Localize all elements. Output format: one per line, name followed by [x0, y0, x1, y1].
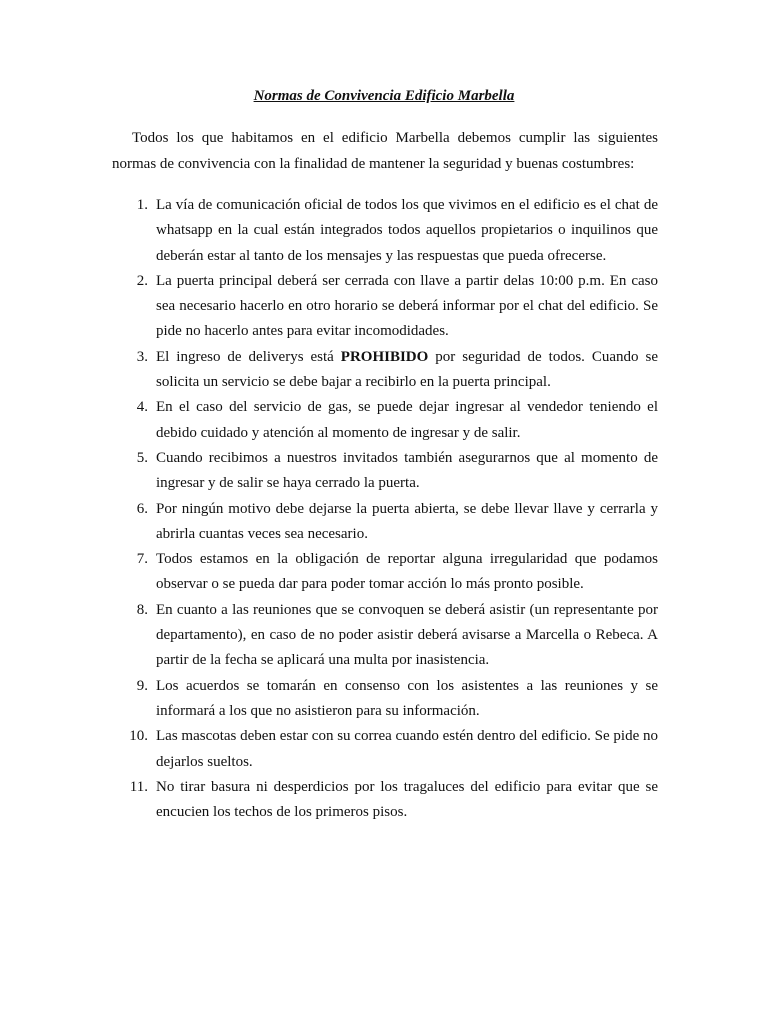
rule-text: Los acuerdos se tomarán en consenso con los asistentes a las reuniones y se informará a los que no asistieron para su información. [156, 677, 658, 719]
rule-text: En cuanto a las reuniones que se convoquen se deberá asistir (un representante por departamento), en caso de no poder asistir deberá avisarse a Marcella o Rebeca. A partir de la fecha se aplicará una multa por inasistencia. [156, 601, 658, 669]
rule-text-before: El ingreso de deliverys está [156, 348, 341, 365]
rule-text [156, 345, 658, 396]
rule-number: 2. [136, 272, 148, 289]
rule-number: 9. [136, 677, 148, 694]
rule-number: 7. [136, 551, 148, 568]
document-title: Normas de Convivencia Edificio Marbella [253, 88, 515, 104]
rule-text: La puerta principal deberá ser cerrada con llave a partir delas 10:00 p.m. En caso sea necesario hacerlo en otro horario se deberá informar por el chat del edificio. Se pide no hacerlo antes para evitar incomodidades. [156, 272, 658, 340]
rule-number: 11. [129, 778, 148, 795]
rule-number: 10. [129, 728, 148, 745]
intro-paragraph: Todos los que habitamos en el edificio Marbella debemos cumplir las siguientes normas de convivencia con la finalidad de mantener la seguridad y buenas costumbres: [112, 130, 658, 172]
rule-item [112, 775, 658, 826]
rule-item [112, 193, 658, 269]
rule-text: Por ningún motivo debe dejarse la puerta abierta, se debe llevar llave y cerrarla y abrirla cuantas veces sea necesario. [156, 500, 658, 542]
rule-item [112, 395, 658, 446]
rule-number: 8. [136, 601, 148, 618]
rule-number: 5. [136, 449, 148, 466]
rule-text: Cuando recibimos a nuestros invitados también asegurarnos que al momento de ingresar y de salir se haya cerrado la puerta. [156, 449, 658, 492]
rules-list [112, 193, 658, 825]
rule-number: 1. [136, 197, 148, 213]
rule-item [112, 547, 658, 598]
rule-text: No tirar basura ni desperdicios por los tragaluces del edificio para evitar que se encucien los techos de los primeros pisos. [156, 778, 658, 821]
rule-item [112, 446, 658, 497]
rule-text: En el caso del servicio de gas, se puede dejar ingresar al vendedor teniendo el debido cuidado y atención al momento de ingresar y de salir. [156, 399, 658, 441]
rule-item [112, 724, 658, 775]
rule-item [112, 345, 658, 396]
rule-text: Todos estamos en la obligación de reportar alguna irregularidad que podamos observar o se pueda dar para poder tomar acción lo más pronto posible. [156, 551, 658, 593]
rule-text-emphasis: PROHIBIDO [340, 348, 429, 365]
rule-number: 3. [136, 348, 148, 365]
rule-item [112, 497, 658, 548]
rule-number: 4. [136, 399, 148, 416]
rule-text: La vía de comunicación oficial de todos los que vivimos en el edificio es el chat de whatsapp en la cual están integrados todos aquellos propietarios o inquilinos que deberán estar al tanto de los mensajes y las respuestas que pueda ofrecerse. [156, 197, 658, 264]
rule-item [112, 598, 658, 674]
rule-text-after: por seguridad de todos. Cuando se solicita un servicio se debe bajar a recibirlo en la puerta principal. [156, 348, 658, 391]
rule-item [112, 674, 658, 725]
rule-item [112, 269, 658, 345]
rule-number: 6. [136, 500, 148, 517]
rule-text: Las mascotas deben estar con su correa cuando estén dentro del edificio. Se pide no dejarlos sueltos. [156, 728, 658, 770]
